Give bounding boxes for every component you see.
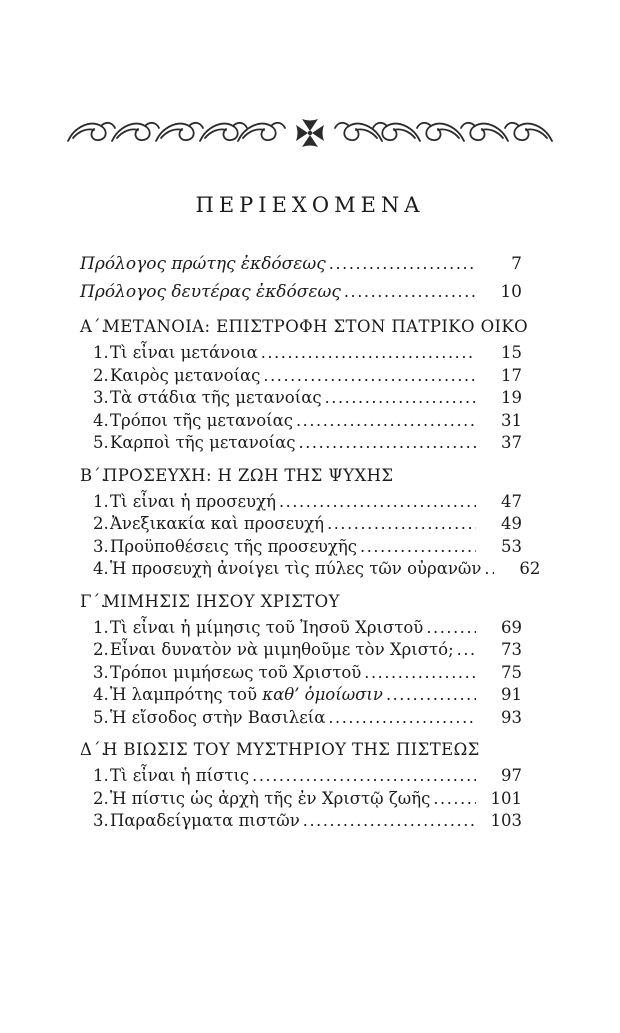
scroll-flourish-right-icon — [335, 123, 552, 141]
book-page — [0, 116, 620, 1033]
maltese-cross-icon — [296, 119, 324, 147]
toc-entry-number: 5. — [93, 433, 109, 452]
toc-entry-label: Πρόλογος πρώτης ἐκδόσεως — [80, 254, 326, 274]
toc-section — [80, 314, 529, 455]
toc-entry — [80, 536, 522, 559]
toc-entry-label: Τρόποι μιμήσεως τοῦ Χριστοῦ — [110, 662, 362, 682]
toc-entry-number: 2. — [93, 788, 109, 808]
toc-entry-page: 75 — [501, 662, 522, 682]
dot-leader — [433, 788, 476, 811]
toc-entry-page: 10 — [500, 282, 522, 302]
toc-entry-page: 73 — [501, 640, 522, 659]
toc-entry-number: 2. — [93, 514, 109, 533]
toc-entry — [80, 387, 522, 410]
toc-entry-label: Ἡ εἴσοδος στὴν Βασιλεία — [110, 707, 326, 727]
toc-entry-label: Ἡ πίστις ὡς ἀρχὴ τῆς ἐν Χριστῷ ζωῆς — [110, 788, 431, 808]
section-heading-label: ΜΙΜΗΣΙΣ ΙΗΣΟΥ ΧΡΙΣΤΟΥ — [103, 591, 340, 611]
section-heading — [80, 314, 529, 340]
section-numeral: Γ΄. — [80, 591, 107, 611]
toc-entry — [80, 617, 522, 640]
toc-entry-page: 69 — [501, 617, 522, 637]
toc-entry-page: 91 — [501, 685, 522, 704]
toc-entry-label: Τὶ εἶναι ἡ προσευχή — [110, 491, 276, 511]
toc-entry-number: 2. — [93, 640, 109, 659]
toc-entry-page: 101 — [490, 788, 522, 808]
dot-leader — [457, 639, 476, 662]
section-numeral: Δ΄. — [80, 740, 107, 759]
toc-entry-label: Τρόποι τῆς μετανοίας — [110, 410, 293, 430]
dot-leader — [303, 810, 476, 833]
section-heading-label: ΠΡΟΣΕΥΧΗ: Η ΖΩΗ ΤΗΣ ΨΥΧΗΣ — [103, 465, 394, 485]
toc-entry-label: Ἡ λαμπρότης τοῦ — [110, 685, 263, 704]
scroll-flourish-left-icon — [68, 123, 285, 141]
toc-entry — [80, 432, 522, 455]
toc-entry — [80, 365, 522, 388]
toc-entry-number: 1. — [93, 343, 109, 362]
dot-leader — [325, 387, 476, 410]
toc-entry-label: Τὶ εἶναι ἡ μίμησις τοῦ Ἰησοῦ Χριστοῦ — [110, 617, 424, 637]
dot-leader — [484, 558, 494, 581]
section-heading — [80, 737, 522, 763]
toc-entry — [80, 810, 522, 833]
toc-entry — [80, 788, 522, 811]
section-heading — [80, 589, 522, 615]
toc-entry — [80, 342, 522, 365]
section-heading-label: ΜΕΤΑΝΟΙΑ: ΕΠΙΣΤΡΟΦΗ ΣΤΟΝ ΠΑΤΡΙΚΟ ΟΙΚΟ — [103, 317, 529, 336]
toc-entry-label: Τὰ στάδια τῆς μετανοίας — [110, 388, 322, 407]
toc-entry-page: 47 — [501, 491, 522, 511]
toc-entry-label: Εἶναι δυνατὸν νὰ μιμηθοῦμε τὸν Χριστό; — [110, 640, 454, 659]
toc-entry-page: 93 — [501, 707, 522, 727]
toc-entry-number: 3. — [93, 388, 109, 407]
dot-leader — [296, 410, 476, 433]
dot-leader — [344, 278, 476, 306]
toc-entry-label: Τὶ εἶναι μετάνοια — [110, 343, 258, 362]
toc-entry-page: 7 — [511, 254, 522, 274]
dot-leader — [299, 432, 476, 455]
dot-leader — [252, 765, 476, 788]
dot-leader — [328, 707, 476, 730]
toc-entry-number: 2. — [93, 365, 109, 385]
toc-entry — [80, 250, 522, 278]
toc-entry-number: 5. — [93, 707, 109, 727]
dot-leader — [263, 365, 476, 388]
toc-section — [80, 463, 541, 581]
page-title: ΠΕΡΙΕΧΟΜΕΝΑ — [195, 193, 425, 217]
toc-entry-page: 15 — [501, 343, 522, 362]
dot-leader — [261, 342, 476, 365]
toc-entry — [80, 765, 522, 788]
toc-entry-label: Καιρὸς μετανοίας — [110, 365, 261, 385]
dot-leader — [329, 250, 476, 278]
header-ornament — [65, 116, 555, 150]
toc-entry-number: 4. — [93, 685, 109, 704]
toc-entry-label: Ἀνεξικακία καὶ προσευχή — [110, 514, 325, 533]
toc-entry-number: 3. — [93, 811, 109, 830]
dot-leader — [364, 662, 476, 685]
toc-entry-number: 1. — [93, 617, 109, 637]
toc-entry-number: 3. — [93, 662, 109, 682]
toc-entry — [80, 410, 522, 433]
table-of-contents — [80, 250, 541, 833]
dot-leader — [426, 617, 476, 640]
page-container — [0, 116, 620, 1033]
dot-leader — [360, 536, 476, 559]
toc-entry — [80, 684, 522, 707]
toc-entry-page: 103 — [490, 811, 522, 830]
toc-entry-number: 1. — [93, 766, 109, 785]
toc-entry-number: 4. — [93, 410, 109, 430]
toc-entry-label: Πρόλογος δευτέρας ἐκδόσεως — [80, 282, 341, 302]
toc-entry-page: 31 — [501, 410, 522, 430]
toc-entry — [80, 707, 522, 730]
toc-entry — [80, 558, 541, 581]
toc-entry-number: 4. — [93, 559, 109, 578]
section-numeral: Α΄. — [80, 317, 107, 336]
toc-entry — [80, 513, 522, 536]
toc-entry-label-italic: καθ’ ὁμοίωσιν — [262, 685, 383, 704]
toc-entry-label: Τὶ εἶναι ἡ πίστις — [110, 766, 250, 785]
dot-leader — [279, 491, 476, 514]
toc-entry-page: 62 — [519, 559, 541, 578]
toc-entry-page: 17 — [501, 365, 522, 385]
toc-entry — [80, 491, 522, 514]
toc-entry-label: Παραδείγματα πιστῶν — [110, 811, 300, 830]
dot-leader — [327, 513, 476, 536]
toc-section — [80, 589, 522, 730]
toc-entry-label: Καρποὶ τῆς μετανοίας — [110, 433, 296, 452]
section-heading-label: Η ΒΙΩΣΙΣ ΤΟΥ ΜΥΣΤΗΡΙΟΥ ΤΗΣ ΠΙΣΤΕΩΣ — [103, 740, 480, 759]
toc-entry-label: Προϋποθέσεις τῆς προσευχῆς — [110, 536, 358, 556]
section-heading — [80, 463, 522, 489]
toc-entry-label: Ἡ προσευχὴ ἀνοίγει τὶς πύλες τῶν οὐρανῶν — [110, 559, 482, 578]
toc-entry-page: 19 — [501, 388, 522, 407]
toc-entry-page: 37 — [501, 433, 522, 452]
toc-entry — [80, 639, 522, 662]
toc-entry — [80, 662, 522, 685]
section-numeral: Β΄. — [80, 465, 107, 485]
toc-entry-number: 1. — [93, 491, 109, 511]
toc-entry-number: 3. — [93, 536, 109, 556]
toc-entry-page: 53 — [501, 536, 522, 556]
toc-section — [80, 737, 522, 833]
toc-entry — [80, 278, 522, 306]
dot-leader — [386, 684, 476, 707]
toc-entry-page: 49 — [501, 514, 522, 533]
toc-entry-page: 97 — [501, 766, 522, 785]
